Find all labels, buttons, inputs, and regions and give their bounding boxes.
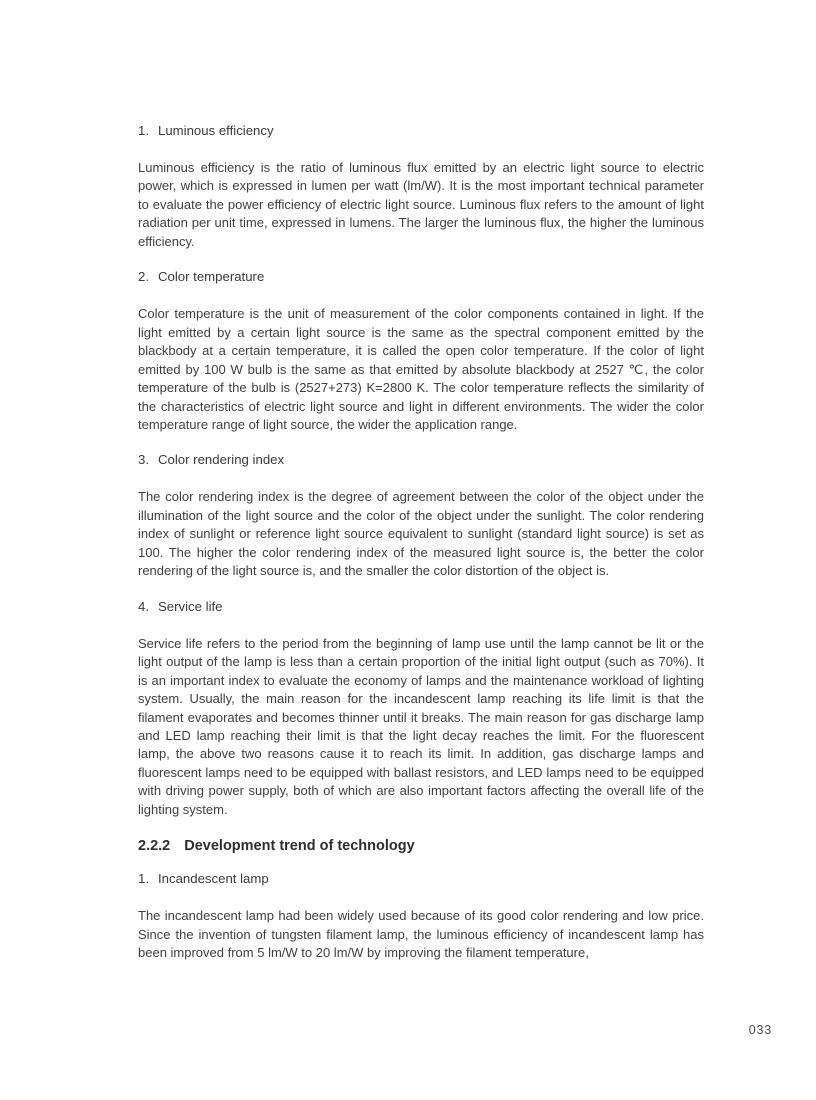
section-title: Color rendering index	[158, 452, 285, 468]
section-heading	[138, 268, 704, 286]
section-service-life	[138, 598, 704, 820]
section-paragraph: Luminous efficiency is the ratio of luminous flux emitted by an electric light source to electric power, which is expressed in lumen per watt (lm/W). It is the most important technical parameter to evaluate the power efficiency of electric light source. Luminous flux refers to the amount of light radiation per unit time, expressed in lumens. The larger the luminous flux, the higher the luminous efficiency.	[138, 160, 704, 249]
section-number: 4.	[138, 598, 149, 614]
section-number: 3.	[138, 452, 149, 468]
section-title: Service life	[158, 598, 223, 614]
section-heading	[138, 451, 704, 469]
section-number: 1.	[138, 123, 149, 138]
page-content	[138, 122, 704, 980]
section-heading	[138, 598, 704, 616]
section-paragraph: The color rendering index is the degree of agreement between the color of the object under the illumination of the light source and the color of the object under the sunlight. The color rendering index of sunlight or reference light source equivalent to sunlight (standard light source) is set as 100. The higher the color rendering index of the measured light source is, the better the color rendering of the light source is, and the smaller the color distortion of the object is.	[138, 489, 704, 579]
section-title: Incandescent lamp	[158, 871, 269, 887]
section-number: 1.	[138, 871, 149, 887]
section-number: 2.	[138, 269, 149, 285]
page-number: 033	[748, 1023, 772, 1037]
section-paragraph: The incandescent lamp had been widely used because of its good color rendering and low price. Since the invention of tungsten filament lamp, the luminous efficiency of incandescent lamp has been improved from 5 lm/W to 20 lm/W by improving the filament temperature,	[138, 908, 704, 961]
subsection-number: 2.2.2	[138, 838, 171, 855]
section-paragraph: Color temperature is the unit of measurement of the color components contained in light. If the light emitted by a certain light source is the same as the spectral component emitted by the blackbody at a certain temperature, it is called the open color temperature. If the color of light emitted by 100 W bulb is the same as that emitted by absolute blackbody at 2527 ℃, the color temperature of the bulb is (2527+273) K=2800 K. The color temperature reflects the similarity of the characteristics of electric light source and light in different environments. The wider the color temperature range of light source, the wider the application range.	[138, 306, 704, 432]
section-color-rendering-index	[138, 451, 704, 580]
section-paragraph: Service life refers to the period from the beginning of lamp use until the lamp cannot be lit or the light output of the lamp is less than a certain proportion of the initial light output (such as 70%). It is an important index to evaluate the economy of lamps and the maintenance workload of lighting system. Usually, the main reason for the incandescent lamp reaching its life limit is that the filament evaporates and becomes thinner until it breaks. The main reason for gas discharge lamp and LED lamp reaching their limit is that the light decay reaches the limit. For the fluorescent lamp, the above two reasons cause it to reach its limit. In addition, gas discharge lamps and fluorescent lamps need to be equipped with ballast resistors, and LED lamps need to be equipped with driving power supply, both of which are also important factors affecting the overall life of the lighting system.	[138, 635, 704, 817]
section-title: Luminous efficiency	[158, 123, 274, 138]
section-heading	[138, 122, 704, 140]
section-title: Color temperature	[158, 269, 265, 285]
section-incandescent-lamp	[138, 870, 704, 962]
section-heading	[138, 870, 704, 888]
subsection-heading	[138, 836, 704, 856]
section-color-temperature	[138, 268, 704, 434]
subsection-title: Development trend of technology	[184, 838, 415, 855]
section-luminous-efficiency	[138, 122, 704, 251]
